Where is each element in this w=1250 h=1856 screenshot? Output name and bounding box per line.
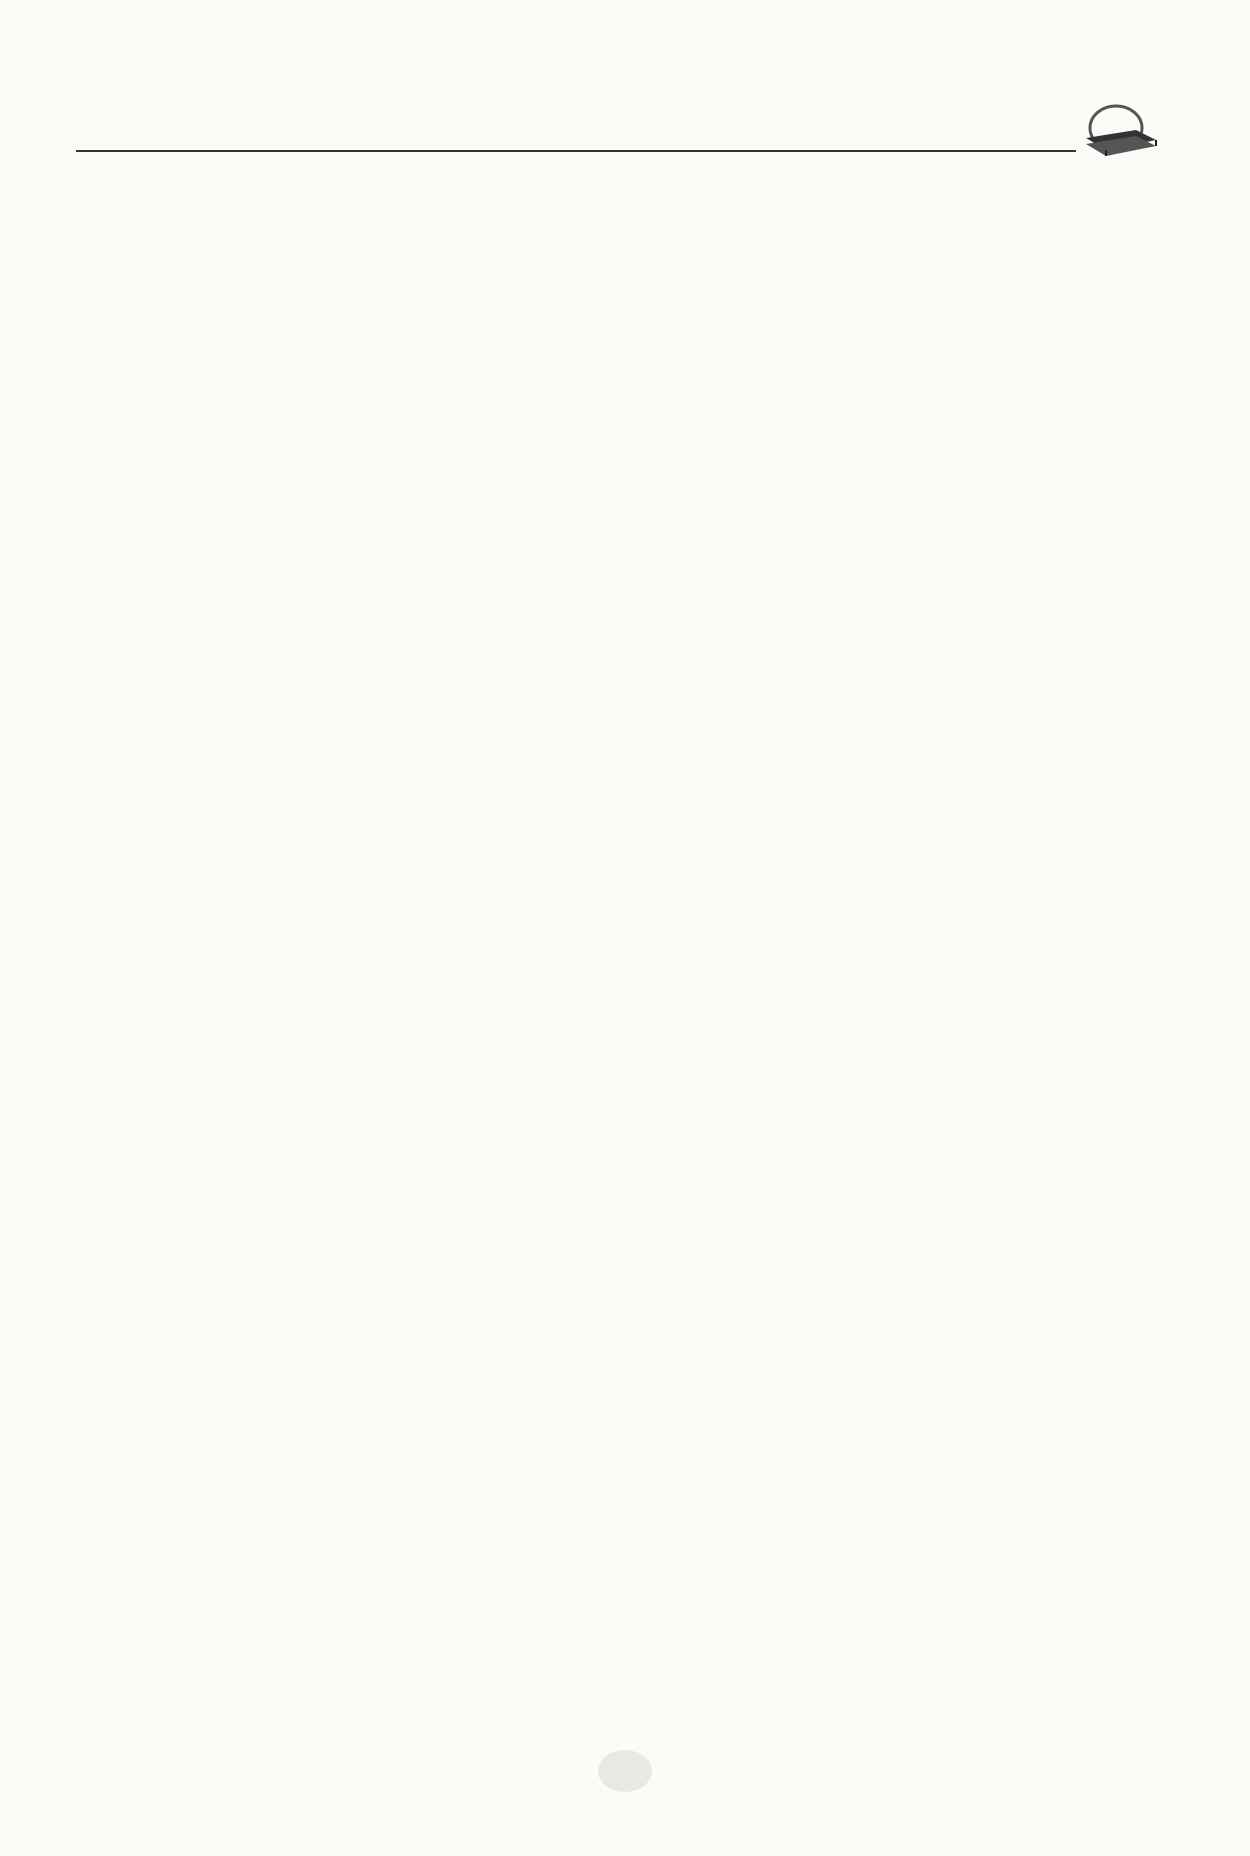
books-logo-icon xyxy=(1056,98,1166,162)
page-header xyxy=(76,98,1166,160)
page-number xyxy=(598,1750,652,1792)
header-rule xyxy=(76,150,1076,152)
